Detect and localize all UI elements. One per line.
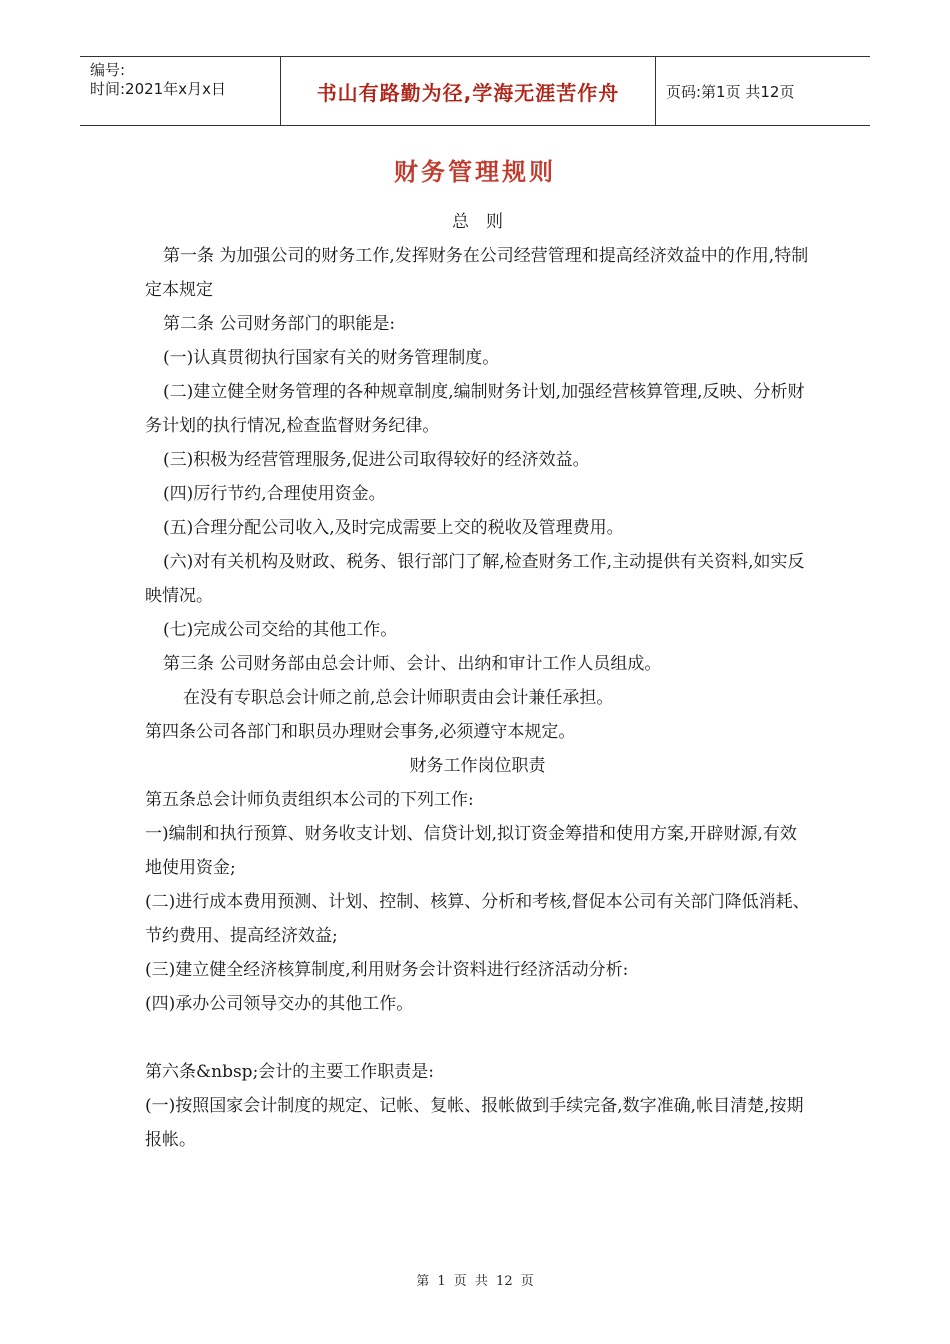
code-label: 编号: bbox=[90, 61, 126, 79]
paragraph: 第三条 公司财务部由总会计师、会计、出纳和审计工作人员组成。 bbox=[163, 654, 662, 674]
paragraph: (六)对有关机构及财政、税务、银行部门了解,检查财务工作,主动提供有关资料,如实反映情况。 bbox=[145, 552, 805, 606]
document-title: 财务管理规则 bbox=[394, 158, 556, 186]
blank-line bbox=[145, 1021, 810, 1055]
time-label: 时间:2021年x月x日 bbox=[90, 80, 226, 98]
paragraph: (七)完成公司交给的其他工作。 bbox=[163, 620, 398, 640]
section-heading-duties: 财务工作岗位职责 bbox=[409, 756, 546, 776]
header-page-info: 页码:第1页 共12页 bbox=[666, 82, 795, 101]
header-motto: 书山有路勤为径,学海无涯苦作舟 bbox=[280, 57, 656, 125]
paragraph: (三)积极为经营管理服务,促进公司取得较好的经济效益。 bbox=[163, 450, 590, 470]
page-footer: 第 1 页 共 12 页 bbox=[416, 1274, 534, 1289]
paragraph: (二)建立健全财务管理的各种规章制度,编制财务计划,加强经营核算管理,反映、分析财务计划的执行情况,检查监督财务纪律。 bbox=[145, 382, 805, 436]
paragraph: 第二条 公司财务部门的职能是: bbox=[163, 314, 396, 334]
paragraph: (五)合理分配公司收入,及时完成需要上交的税收及管理费用。 bbox=[163, 518, 624, 538]
paragraph: 第四条公司各部门和职员办理财会事务,必须遵守本规定。 bbox=[145, 722, 576, 742]
paragraph: 一)编制和执行预算、财务收支计划、信贷计划,拟订资金筹措和使用方案,开辟财源,有效地使用资金; bbox=[145, 824, 797, 878]
paragraph: (二)进行成本费用预测、计划、控制、核算、分析和考核,督促本公司有关部门降低消耗、节约费用、提高经济效益; bbox=[145, 892, 810, 946]
document-body bbox=[145, 205, 810, 1157]
section-heading-general: 总 则 bbox=[452, 212, 503, 232]
paragraph: 第六条&nbsp;会计的主要工作职责是: bbox=[145, 1062, 435, 1082]
paragraph: 第一条 为加强公司的财务工作,发挥财务在公司经营管理和提高经济效益中的作用,特制定本规定 bbox=[145, 246, 809, 300]
paragraph: (四)厉行节约,合理使用资金。 bbox=[163, 484, 386, 504]
header-meta bbox=[80, 57, 280, 125]
paragraph: (一)认真贯彻执行国家有关的财务管理制度。 bbox=[163, 348, 500, 368]
paragraph: (四)承办公司领导交办的其他工作。 bbox=[145, 994, 414, 1014]
paragraph: (一)按照国家会计制度的规定、记帐、复帐、报帐做到手续完备,数字准确,帐目清楚,按期报帐。 bbox=[145, 1096, 804, 1150]
page-header bbox=[80, 56, 870, 126]
paragraph: 第五条总会计师负责组织本公司的下列工作: bbox=[145, 790, 474, 810]
paragraph: 在没有专职总会计师之前,总会计师职责由会计兼任承担。 bbox=[183, 688, 614, 708]
paragraph: (三)建立健全经济核算制度,利用财务会计资料进行经济活动分析: bbox=[145, 960, 629, 980]
